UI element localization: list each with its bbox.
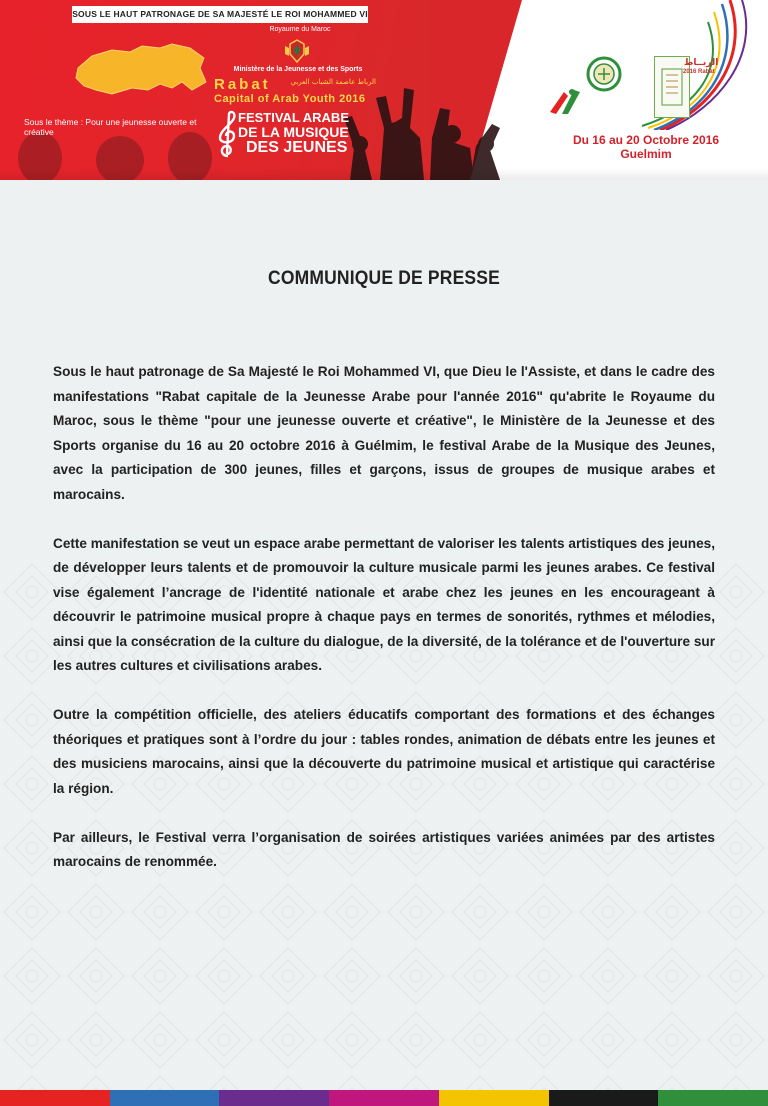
paragraph-3: Outre la compétition officielle, des ateliers éducatifs comportant des formations et des échanges théoriques et pratiques sont à l’ordre du jour : tables rondes, animation de débats entre les jeunes et des musiciens marocains, ainsi que la découverte du patrimoine musical et artistique qui caractérise la région. bbox=[53, 707, 715, 796]
paragraph-1: Sous le haut patronage de Sa Majesté le Roi Mohammed VI, que Dieu le l'Assiste, et dans le cadre des manifestations "Rabat capitale de la Jeunesse Arabe pour l'année 2016" qu'abrite le Royaume du Maroc, sous le thème "pour une jeunesse ouverte et créative", le Ministère de la Jeunesse et des Sports organise du 16 au 20 octobre 2016 à Guélmim, le festival Arabe de la Musique des Jeunes, avec la participation de 300 jeunes, filles et garçons, issus de groupes de musique arabes et marocains. bbox=[53, 364, 715, 502]
paragraph-4: Par ailleurs, le Festival verra l’organisation de soirées artistiques variées animées par des artistes marocains de renommée. bbox=[53, 829, 715, 869]
theme-label: Sous le thème : Pour une jeunesse ouverte et créative bbox=[24, 117, 197, 137]
royal-crest-icon bbox=[282, 38, 312, 64]
festival-title-line2: DE LA MUSIQUE bbox=[238, 124, 349, 140]
patronage-banner: SOUS LE HAUT PATRONAGE DE SA MAJESTÉ LE ROI MOHAMMED VI bbox=[72, 6, 368, 23]
kingdom-label: Royaume du Maroc bbox=[269, 26, 331, 33]
festival-title-line3: DES JEUNES bbox=[246, 139, 348, 156]
rabat-arabic-label: الرباط عاصمة الشباب العربي bbox=[290, 78, 376, 86]
event-dates bbox=[556, 133, 736, 161]
event-date-range: Du 16 au 20 Octobre 2016 bbox=[572, 133, 720, 147]
header-banner bbox=[0, 0, 768, 180]
rabat-logo-year: 2016 Rabat bbox=[683, 69, 715, 75]
ministry-label: Ministère de la Jeunesse et des Sports bbox=[233, 66, 363, 73]
rabat-logo-arabic: الربــاط bbox=[684, 58, 719, 68]
paragraph-2: Cette manifestation se veut un espace arabe permettant de valoriser les talents artistiques des jeunes, de développer leurs talents et de promouvoir la culture musicale parmi les jeunes arabes. Ce festival vise également l’ancrage de l'identité nationale et arabe chez les jeunes en les encourageant à découvrir le patrimoine musical propre à chaque pays en termes de sonorités, rythmes et mélodies, ainsi que la consécration de la culture du dialogue, de la diversité, de la tolérance et de l'ouverture sur les autres cultures et civilisations arabes. bbox=[53, 535, 715, 673]
arab-league-logo-icon bbox=[586, 56, 622, 92]
strip-segment bbox=[0, 1090, 110, 1106]
strip-segment bbox=[549, 1090, 659, 1106]
rabat-label: Rabat bbox=[214, 76, 271, 93]
strip-segment bbox=[439, 1090, 549, 1106]
strip-segment bbox=[329, 1090, 439, 1106]
banner-shadow bbox=[0, 168, 768, 180]
festival-title-line1: FESTIVAL ARABE bbox=[238, 110, 349, 125]
strip-segment bbox=[110, 1090, 220, 1106]
youth-ministry-logo-icon bbox=[548, 86, 584, 116]
arab-world-map bbox=[72, 38, 212, 108]
press-release-body bbox=[53, 360, 715, 899]
capital-arab-youth-label: Capital of Arab Youth 2016 bbox=[214, 93, 366, 105]
strip-segment bbox=[219, 1090, 329, 1106]
event-city: Guelmim bbox=[620, 147, 672, 161]
page-title: COMMUNIQUE DE PRESSE bbox=[268, 268, 500, 289]
rabat-monument-icon bbox=[659, 63, 685, 111]
color-strip bbox=[0, 1090, 768, 1106]
festival-logo bbox=[216, 110, 366, 158]
strip-segment bbox=[658, 1090, 768, 1106]
